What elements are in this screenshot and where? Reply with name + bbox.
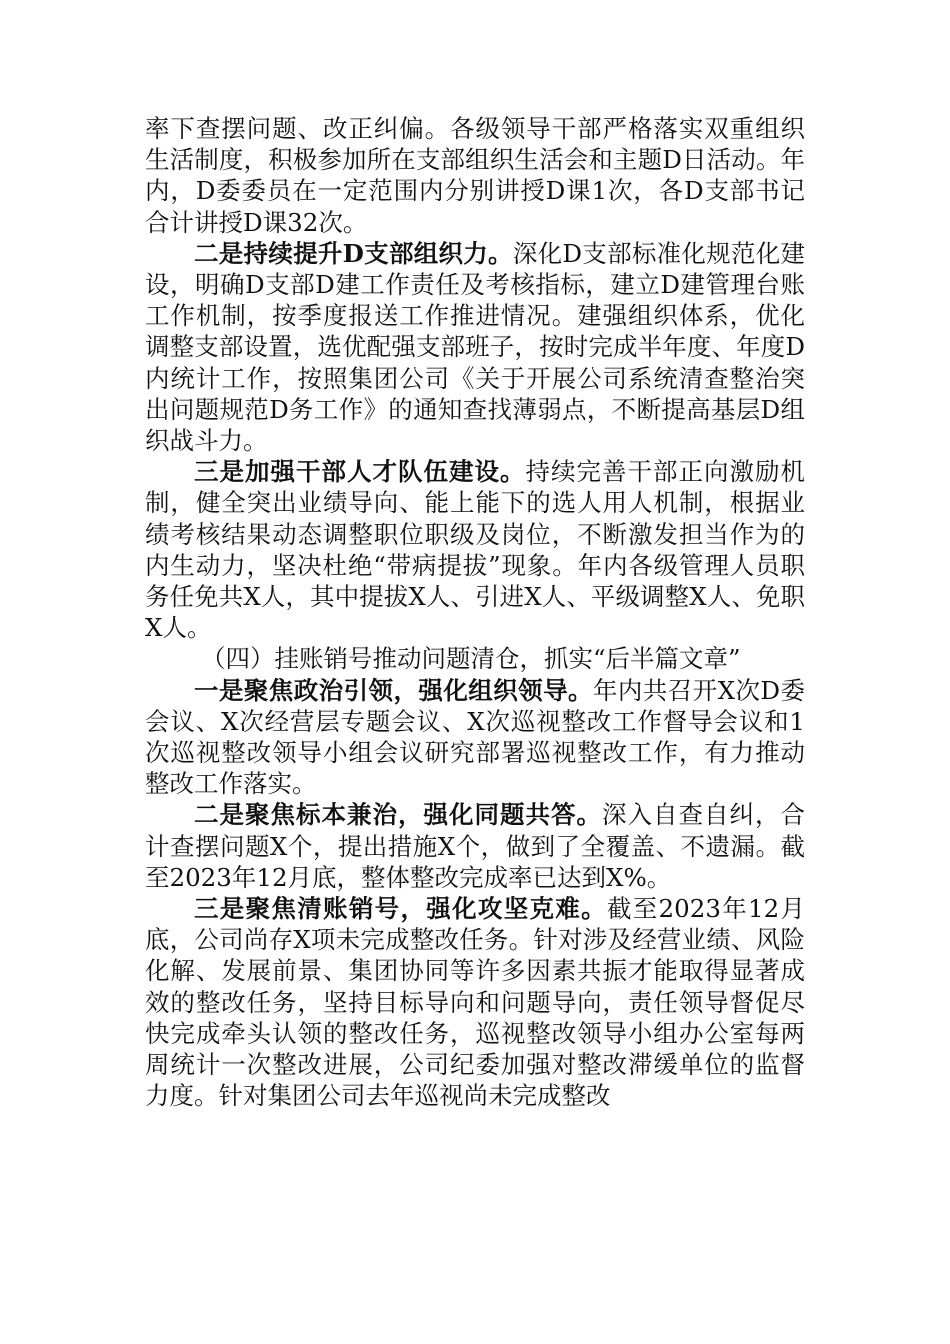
paragraph-lead: 三是加强干部人才队伍建设。 [194, 457, 526, 487]
paragraph-body: 深入自查自纠，合计查摆问题X个，提出措施X个，做到了全覆盖、不遗漏。截至2023年12月底，整体整改完成率已达到X%。 [145, 800, 805, 892]
paragraph-body: 率下查摆问题、改正纠偏。各级领导干部严格落实双重组织生活制度，积极参加所在支部组织生活会和主题D日活动。年内，D委委员在一定范围内分别讲授D课1次，各D支部书记合计讲授D课32次。 [145, 114, 805, 237]
paragraph-branch-organization [145, 238, 805, 456]
paragraph-continuation [145, 113, 805, 238]
paragraph-lead: 一是聚焦政治引领，强化组织领导。 [194, 675, 593, 705]
document-page [145, 113, 805, 1112]
paragraph-body: 年内共召开X次D委会议、X次经营层专题会议、X次巡视整改工作督导会议和1次巡视整改领导小组会议研究部署巡视整改工作，有力推动整改工作落实。 [145, 675, 805, 799]
paragraph-clearing-accounts [145, 893, 805, 1111]
paragraph-cadre-team [145, 456, 805, 643]
paragraph-body: 持续完善干部正向激励机制，健全突出业绩导向、能上能下的选人用人机制，根据业绩考核结果动态调整职位职级及岗位，不断激发担当作为的内生动力，坚决杜绝“带病提拔”现象。年内各级管理人员职务任免共X人，其中提拔X人、引进X人、平级调整X人、免职X人。 [145, 457, 805, 643]
paragraph-lead: 二是持续提升D支部组织力。 [194, 238, 513, 268]
section-heading: （四）挂账销号推动问题清仓，抓实“后半篇文章” [201, 644, 741, 674]
paragraph-body: 截至2023年12月底，公司尚存X项未完成整改任务。针对涉及经营业绩、风险化解、发展前景、集团协同等许多因素共振才能取得显著成效的整改任务，坚持目标导向和问题导向，责任领导督促尽快完成牵头认领的整改任务，巡视整改领导小组办公室每两周统计一次整改进展，公司纪委加强对整改滞缓单位的监督力度。针对集团公司去年巡视尚未完成整改 [145, 894, 806, 1111]
paragraph-political-leadership [145, 675, 805, 800]
paragraph-lead: 二是聚焦标本兼治，强化同题共答。 [194, 800, 602, 830]
paragraph-lead: 三是聚焦清账销号，强化攻坚克难。 [194, 894, 607, 924]
paragraph-root-causes [145, 799, 805, 893]
paragraph-body: 深化D支部标准化规范化建设，明确D支部D建工作责任及考核指标，建立D建管理台账工作机制，按季度报送工作推进情况。建强组织体系，优化调整支部设置，选优配强支部班子，按时完成半年度、年度D内统计工作，按照集团公司《关于开展公司系统清查整治突出问题规范D务工作》的通知查找薄弱点，不断提高基层D组织战斗力。 [145, 238, 805, 456]
